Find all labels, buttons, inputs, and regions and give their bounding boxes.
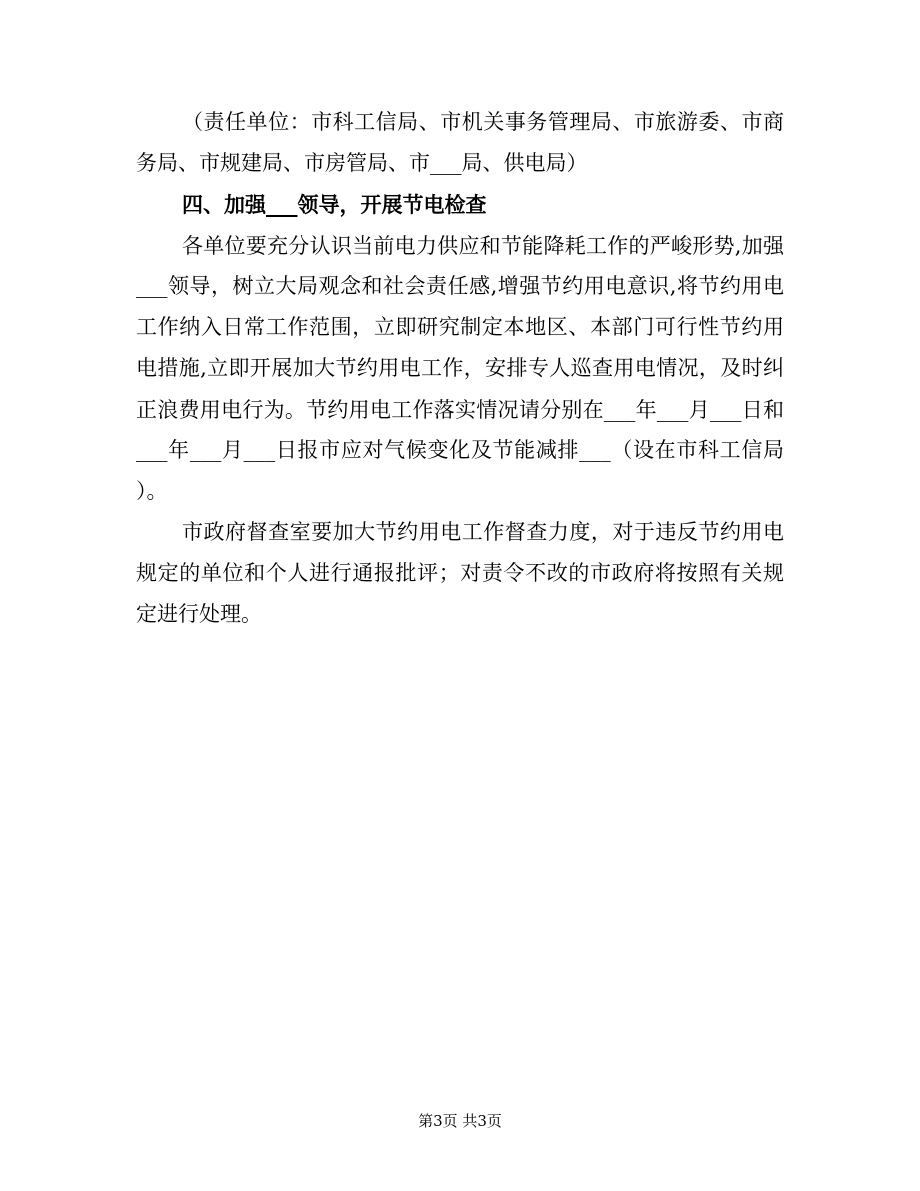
paragraph-1-line-1: 各单位要充分认识当前电力供应和节能降耗工作的严峻形势,加强 bbox=[182, 234, 784, 258]
section-heading: 四、加强___领导，开展节电检查 bbox=[182, 193, 487, 217]
paragraph-1-line-7: ）。 bbox=[136, 479, 168, 503]
paragraph-1-line-3: 工作纳入日常工作范围，立即研究制定本地区、本部门可行性节约用 bbox=[136, 315, 784, 339]
paragraph-1-line-5: 正浪费用电行为。节约用电工作落实情况请分别在___年___月___日和 bbox=[136, 398, 784, 422]
responsibility-line-2: 务局、市规建局、市房管局、市___局、供电局） bbox=[136, 151, 588, 175]
paragraph-2-line-1: 市政府督查室要加大节约用电工作督查力度，对于违反节约用电 bbox=[182, 520, 784, 544]
paragraph-2-line-3: 定进行处理。 bbox=[136, 602, 262, 626]
page-number-footer: 第3页 共3页 bbox=[418, 1112, 502, 1130]
responsibility-line-1: （责任单位：市科工信局、市机关事务管理局、市旅游委、市商 bbox=[182, 110, 784, 134]
paragraph-1-line-4: 电措施,立即开展加大节约用电工作，安排专人巡查用电情况，及时纠 bbox=[136, 356, 784, 380]
paragraph-1-line-6: ___年___月___日报市应对气候变化及节能减排___（设在市科工信局 bbox=[136, 438, 784, 462]
paragraph-2-line-2: 规定的单位和个人进行通报批评；对责令不改的市政府将按照有关规 bbox=[136, 561, 784, 585]
paragraph-1-line-2: ___领导，树立大局观念和社会责任感,增强节约用电意识,将节约用电 bbox=[136, 274, 784, 298]
